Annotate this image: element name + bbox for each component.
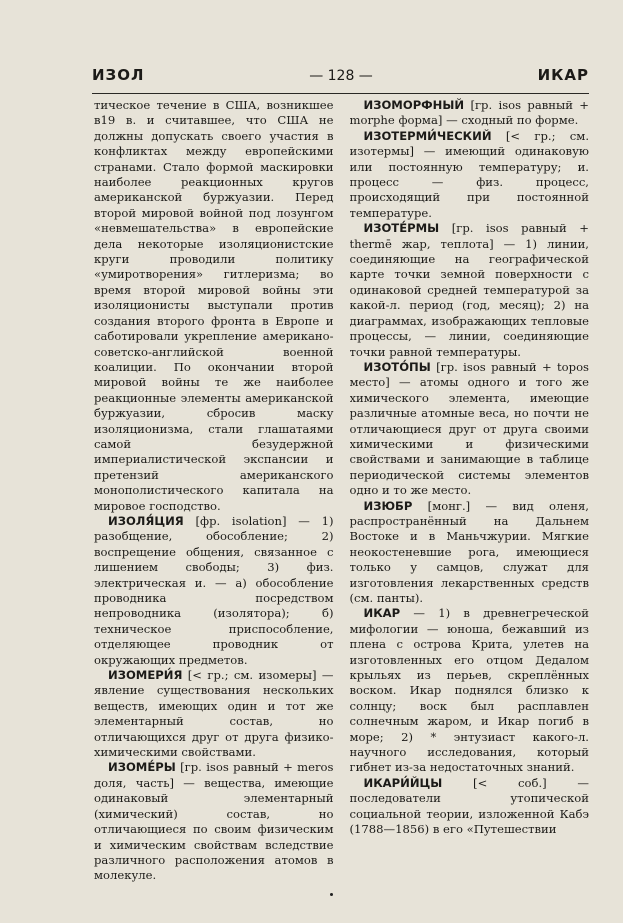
- page-header: [92, 66, 589, 88]
- entry-izyubr: ИЗЮБР [монг.] — вид оленя, распространённый на Дальнем Востоке и в Маньчжурии. Мягкие неокостеневшие рога, имеющиеся только у самцов, служат для изготовления лекарственных средств (см. панты).: [349, 498, 589, 605]
- header-right-word: ИКАР: [537, 66, 589, 84]
- entry-izotermy: ИЗОТЕ́РМЫ [гр. isos равный + thermē жар, теплота] — 1) линии, соединяющие на географической карте точки земной поверхности с одинаковой средней температурой за какой-л. период (год, месяц); 2) на диаграммах, изображающих тепловые процессы, — линии, соединяющие точки равной температуры.: [349, 221, 589, 359]
- entry-izotopy: ИЗОТО́ПЫ [гр. isos равный + topos место] — атомы одного и того же химического элемента, имеющие различные атомные веса, но почти не отличающиеся друг от друга своими химическими и физическими свойствами и занимающие в таблице периодической системы элементов одно и то же место.: [349, 359, 589, 498]
- entry-izolyatsiya: ИЗОЛЯ́ЦИЯ [фр. isolation] — 1) разобщение, обособление; 2) воспрещение общения, связанное с лишением свободы; 3) физ. электрическая и. — а) обособление проводника посредством непроводника (изолятора); б) техническое приспособление, отделяющее проводник от окружающих предметов.: [94, 513, 334, 667]
- entry-izomery: ИЗОМЕ́РЫ [гр. isos равный + meros доля, часть] — вещества, имеющие одинаковый элементарный (химический) состав, но отличающиеся по своим физическим и химическим свойствам вследствие различного расположения атомов в молекуле.: [94, 760, 334, 883]
- entry-ikar: ИКАР — 1) в древнегреческой мифологии — юноша, бежавший из плена с острова Крита, улетев на изготовленных его отцом Дедалом крыльях из перьев, скреплённых воском. Икар поднялся близко к солнцу; воск был расплавлен солнечным жаром, и Икар погиб в море; 2) * энтузиаст какого-л. научного исследования, который гибнет из-за недостаточных знаний.: [349, 606, 589, 775]
- page-number: — 128 —: [309, 68, 373, 84]
- print-speck: [330, 893, 333, 896]
- entry-izomorfnyi: ИЗОМОРФНЫЙ [гр. isos равный + morphe форма] — сходный по форме.: [349, 98, 589, 128]
- header-left-word: ИЗОЛ: [92, 66, 145, 84]
- entry-ikariitsy: ИКАРИ́ЙЦЫ [< соб.] — последователи утопической социальной теории, изложенной Кабэ (1788—1856) в его «Путешествии: [349, 775, 589, 837]
- left-column: [94, 98, 334, 893]
- entry-izomeriya: ИЗОМЕРИ́Я [< гр.; см. изомеры] — явление существования нескольких веществ, имеющих один и тот же элементарный состав, но отличающихся друг от друга физико-химическими свойствами.: [94, 668, 334, 760]
- entry-continuation: тическое течение в США, возникшее в19 в. и считавшее, что США не должны допускать своего участия в конфликтах между европейскими странами. Стало формой маскировки наиболее реакционных кругов американской буржуазии. Перед второй мировой войной под лозунгом «невмешательства» в европейские дела некоторые изоляционистские круги проводили политику «умиротворения» гитлеризма; во время второй мировой войны эти изоляционисты выступали против создания второго фронта в Европе и саботировали укрепление американо-советско-английской военной коалиции. По окончании второй мировой войны те же наиболее реакционные элементы американской буржуазии, сбросив маску изоляционизма, стали глашатаями самой безудержной империалистической экспансии и претензий американского монополистического капитала на мировое господство.: [94, 98, 334, 513]
- text-columns: [94, 98, 589, 893]
- entry-izotermicheskii: ИЗОТЕРМИ́ЧЕСКИЙ [< гр.; см. изотермы] — имеющий одинаковую или постоянную температуру; и. процесс — физ. процесс, происходящий при постоянной температуре.: [349, 128, 589, 220]
- right-column: [350, 98, 590, 893]
- header-rule: [92, 93, 589, 94]
